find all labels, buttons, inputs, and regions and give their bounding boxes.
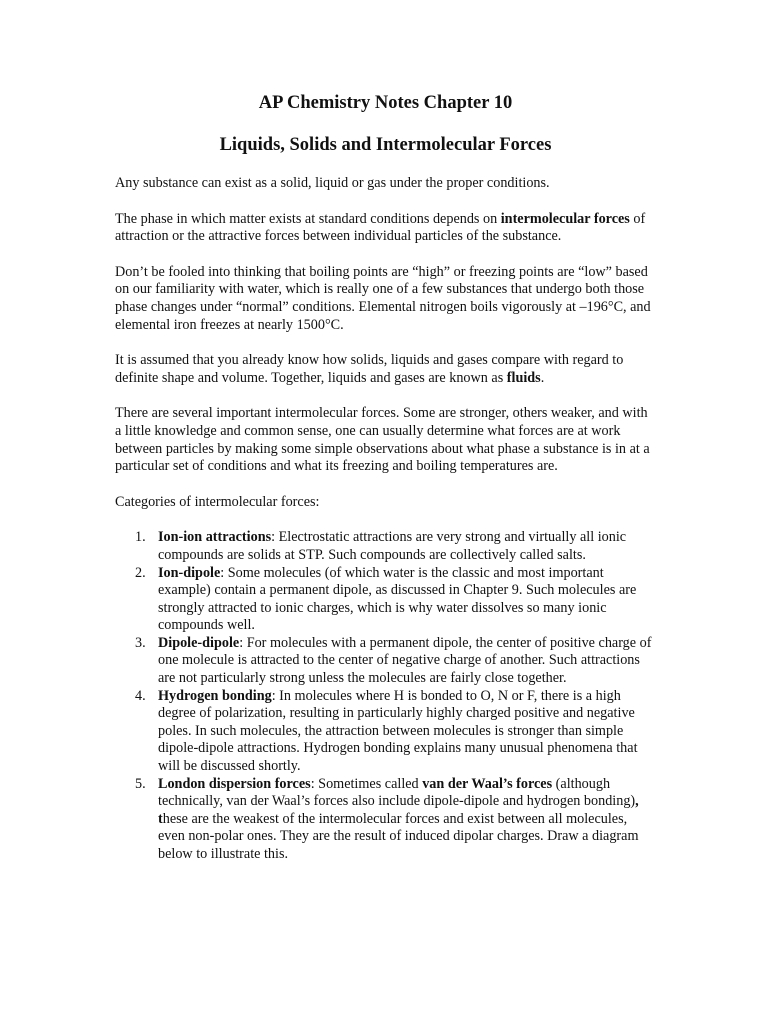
text: of attraction or the attractive forces between individual particles of the substance. [115,210,646,245]
list-number: 5. [135,775,146,792]
list-item [115,529,656,564]
list-text: : Sometimes called [310,775,423,792]
text: The phase in which matter exists at standard conditions depends on [115,210,501,227]
list-item [115,776,656,864]
page-subtitle: Liquids, Solids and Intermolecular Forces [219,135,552,155]
list-term: Ion-ion attractions [158,529,272,546]
list-number: 2. [135,564,146,581]
text: It is assumed that you already know how solids, liquids and gases compare with regard to definite shape and volume. Together, liquids and gases are known as [115,352,624,386]
text: . [540,369,545,386]
bold-term-intermolecular-forces: intermolecular forces [500,210,630,227]
list-term: Hydrogen bonding [158,687,272,704]
list-text: hese are the weakest of the intermolecular forces and exist between all molecules, even non-polar ones. They are the result of induced dipolar charges. Draw a diagram below to illustrate this. [158,810,639,862]
list-number: 4. [135,687,146,704]
paragraph-fluids [115,352,656,387]
list-text: : In molecules where H is bonded to O, N or F, there is a high degree of polarization, resulting in particularly highly charged positive and negative poles. In such molecules, the attraction between molecules is stronger than simple dipole-dipole attractions. Hydrogen bonding explains many unusual phenomena that will be discussed shortly. [158,687,638,775]
list-text: : For molecules with a permanent dipole, the center of positive charge of one molecule is attracted to the center of negative charge of another. Such attractions are not particularly strong unless the molecules are fairly close together. [158,634,652,687]
page-title: AP Chemistry Notes Chapter 10 [258,93,513,113]
list-item [115,635,656,688]
paragraph-boiling-points: Don’t be fooled into thinking that boiling points are “high” or freezing points are “low” based on our familiarity with water, which is really one of a few substances that undergo both those phase changes under “normal” conditions. Elemental nitrogen boils vigorously at –196°C, and elemental iron freezes at nearly 1500°C. [115,263,651,333]
list-text-bold-comma: , t [158,793,639,827]
list-number: 3. [135,634,146,651]
list-item [115,688,656,776]
list-text: (although technically, van der Waal’s forces also include dipole-dipole and hydrogen bonding) [158,775,636,810]
list-text: : Electrostatic attractions are very strong and virtually all ionic compounds are solids at STP. Such compounds are collectively called salts. [158,529,627,563]
list-text: : Some molecules (of which water is the classic and most important example) contain a permanent dipole, as discussed in Chapter 9. Such molecules are strongly attracted to ionic charges, which is why water dissolves so many ionic compounds well. [158,564,637,634]
paragraph-categories-heading: Categories of intermolecular forces: [115,493,320,510]
paragraph-forces-overview: There are several important intermolecular forces. Some are stronger, others weaker, and with a little knowledge and common sense, one can usually determine what forces are at work between particles by making some simple observations about what phase a substance is in at a particular set of conditions and what its freezing and boiling temperatures are. [115,405,650,475]
list-term: London dispersion forces [158,775,311,792]
list-item [115,565,656,635]
list-number: 1. [135,529,146,546]
paragraph-phases: Any substance can exist as a solid, liquid or gas under the proper conditions. [115,175,550,191]
list-term: Dipole-dipole [158,634,240,651]
forces-list [115,529,656,863]
paragraph-intermolecular [115,211,656,246]
bold-term-fluids: fluids [506,369,541,386]
list-term: Ion-dipole [158,564,221,581]
list-term: van der Waal’s forces [422,775,553,792]
